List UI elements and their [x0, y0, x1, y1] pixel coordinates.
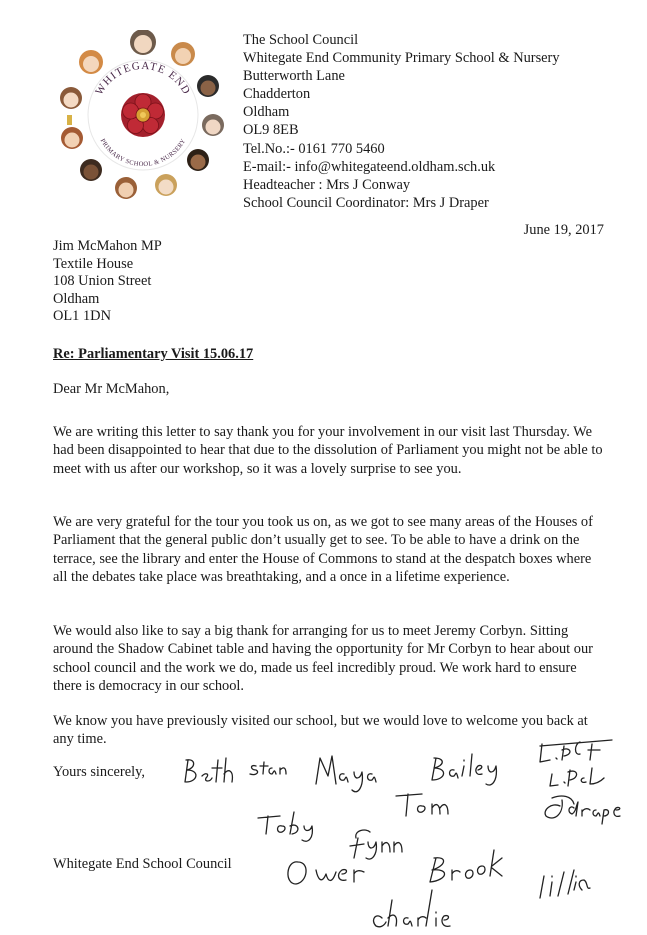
handwritten-signatures — [160, 730, 640, 935]
recipient-line: Jim McMahon MP — [53, 238, 162, 254]
recipient-line: Textile House — [53, 255, 134, 272]
school-logo — [58, 30, 228, 200]
sender-line: Chadderton — [243, 86, 311, 103]
sender-line: Headteacher : Mrs J Conway — [243, 176, 411, 193]
recipient-address — [53, 238, 162, 326]
signature-stan — [250, 762, 286, 775]
recipient-line: 108 Union Street — [53, 273, 152, 290]
sender-line: Tel.No.:- 0161 770 5460 — [243, 140, 385, 157]
sender-line: Whitegate End Community Primary School & Nursery — [243, 50, 560, 67]
sender-line: Butterworth Lane — [243, 68, 345, 85]
body-paragraph: We know you have previously visited our school, but we would love to welcome you back at any time. — [53, 713, 588, 748]
letter-date: June 19, 2017 — [523, 222, 604, 238]
signature-lillia — [540, 870, 590, 898]
recipient-line: OL1 1DN — [53, 308, 111, 325]
sender-line: E-mail:- info@whitegateend.oldham.sch.uk — [243, 158, 496, 175]
sender-line: School Council Coordinator: Mrs J Draper — [243, 194, 489, 211]
sender-address — [243, 31, 560, 212]
sender-line: OL9 8EB — [243, 122, 299, 139]
body-paragraph: We are very grateful for the tour you took us on, as we got to see many areas of the Houses of Parliament that the general public don’t usually get to see. To be able to have a drink on the terrace, see the library and enter the House of Commons to stand at the despatch boxes where all the debates take place was breathtaking, and a once in a lifetime experience. — [53, 514, 593, 586]
signature-fynn — [350, 830, 402, 859]
signature-toby — [258, 812, 312, 841]
salutation: Dear Mr McMahon, — [53, 381, 170, 397]
sender-line: The School Council — [243, 32, 359, 48]
subject-line: Re: Parliamentary Visit 15.06.17 — [53, 346, 254, 362]
signature-jdraper — [545, 796, 620, 824]
signatory: Whitegate End School Council — [53, 856, 232, 872]
sender-line: Oldham — [243, 104, 290, 121]
closing: Yours sincerely, — [53, 764, 145, 780]
signature-charlie — [374, 890, 450, 927]
logo-ring-text-top: WHITEGATE END — [93, 59, 193, 98]
body-paragraph: We would also like to say a big thank for arranging for us to meet Jeremy Corbyn. Sitting around the Shadow Cabinet table and having the opportunity for Mr Corbyn to hear about our school council and the work we do, made us feel incredibly proud. We work hard to ensure there is democracy in our school. — [53, 623, 593, 695]
signature-beth — [185, 758, 232, 782]
red-rose-icon — [121, 93, 165, 137]
signature-bailey — [432, 754, 496, 785]
signature-oliver — [288, 862, 364, 884]
recipient-line: Oldham — [53, 290, 100, 307]
signature-tom — [396, 794, 448, 816]
logo-ring-text-bottom: PRIMARY SCHOOL & NURSERY — [98, 137, 188, 169]
signature-lpool — [540, 740, 612, 786]
body-paragraph: We are writing this letter to say thank you for your involvement in our visit last Thursday. We had been disappointed to hear that due to the dissolution of Parliament you might not be able to meet with us after our workshop, so it was a lovely surprise to see you. — [53, 424, 603, 477]
signature-brook — [430, 850, 502, 882]
signature-maya — [316, 756, 376, 792]
